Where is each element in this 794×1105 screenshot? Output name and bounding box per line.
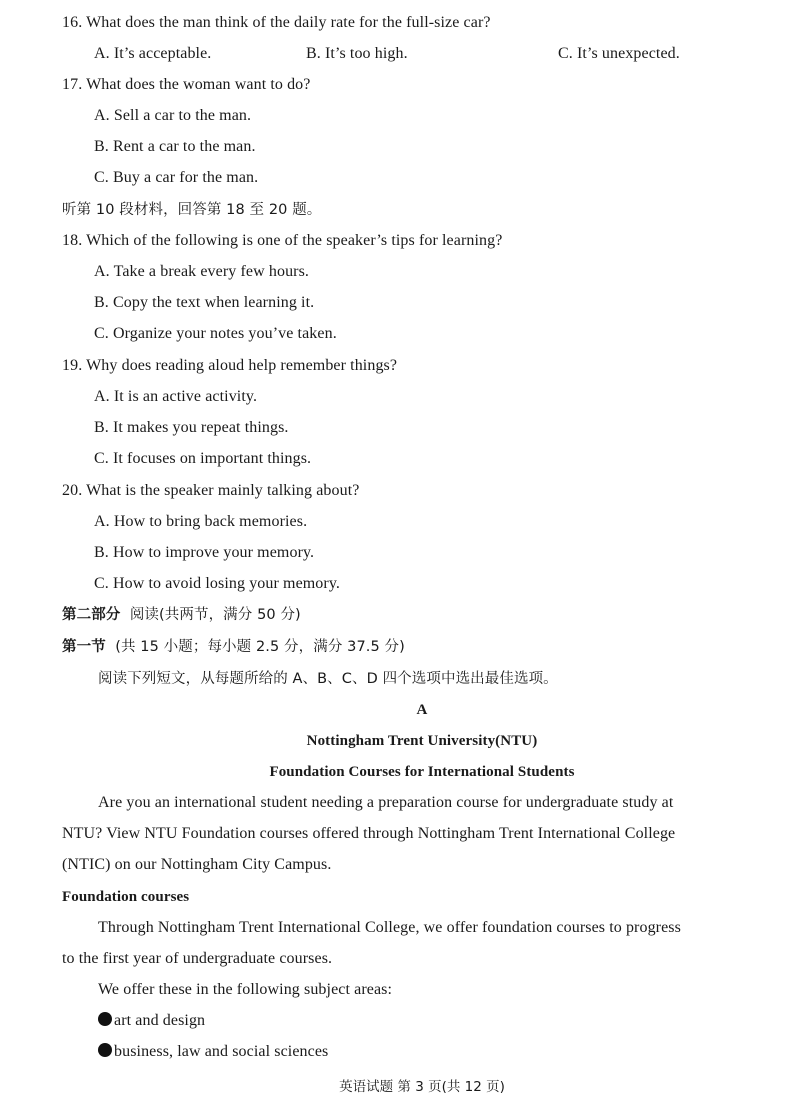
bullet-item-text: business, law and social sciences	[114, 1043, 329, 1060]
question-18-option-b: B. Copy the text when learning it.	[94, 294, 315, 311]
question-19-option-a: A. It is an active activity.	[94, 388, 258, 405]
question-17-option-b: B. Rent a car to the man.	[94, 138, 256, 155]
question-16-stem: 16. What does the man think of the daily rate for the full-size car?	[62, 14, 491, 31]
question-19-stem: 19. Why does reading aloud help remember things?	[62, 357, 398, 374]
section-one-heading	[62, 636, 405, 658]
section-one-heading-rest: (共 15 小题；每小题 2.5 分，满分 37.5 分)	[105, 639, 405, 655]
question-16-option-b: B. It’s too high.	[306, 45, 408, 62]
question-20-stem: 20. What is the speaker mainly talking about?	[62, 482, 360, 499]
passage-subtitle: Foundation Courses for International Students	[269, 764, 575, 780]
passage-paragraph-1-line-2: NTU? View NTU Foundation courses offered through Nottingham Trent International College	[62, 825, 676, 842]
part-two-heading-rest: 阅读(共两节，满分 50 分)	[120, 607, 301, 623]
question-18-option-a: A. Take a break every few hours.	[94, 263, 310, 280]
bullet-item	[98, 1041, 328, 1063]
passage-label: A	[416, 702, 428, 718]
passage-paragraph-2-line-2: to the first year of undergraduate courses.	[62, 950, 333, 967]
question-18-stem: 18. Which of the following is one of the speaker’s tips for learning?	[62, 232, 503, 249]
question-17-option-c: C. Buy a car for the man.	[94, 169, 259, 186]
bullet-dot-icon	[98, 1012, 112, 1026]
question-17-stem: 17. What does the woman want to do?	[62, 76, 311, 93]
section-one-heading-bold: 第一节	[62, 639, 106, 655]
question-20-option-a: A. How to bring back memories.	[94, 513, 308, 530]
listening-instruction: 听第 10 段材料，回答第 18 至 20 题。	[62, 202, 322, 218]
passage-title: Nottingham Trent University(NTU)	[306, 733, 538, 749]
question-16-option-a: A. It’s acceptable.	[94, 45, 212, 62]
passage-paragraph-1-line-1: Are you an international student needing a preparation course for undergraduate study at	[98, 794, 674, 811]
bullet-dot-icon	[98, 1043, 112, 1057]
question-19-option-c: C. It focuses on important things.	[94, 450, 312, 467]
bullet-item	[98, 1010, 205, 1032]
reading-instruction: 阅读下列短文，从每题所给的 A、B、C、D 四个选项中选出最佳选项。	[98, 671, 558, 687]
passage-paragraph-3: We offer these in the following subject areas:	[98, 981, 393, 998]
question-19-option-b: B. It makes you repeat things.	[94, 419, 289, 436]
question-18-option-c: C. Organize your notes you’ve taken.	[94, 325, 337, 342]
passage-paragraph-1-line-3: (NTIC) on our Nottingham City Campus.	[62, 856, 332, 873]
question-16-option-c: C. It’s unexpected.	[558, 45, 680, 62]
part-two-heading-bold: 第二部分	[62, 607, 121, 623]
question-17-option-a: A. Sell a car to the man.	[94, 107, 252, 124]
bullet-item-text: art and design	[114, 1012, 206, 1029]
question-20-option-b: B. How to improve your memory.	[94, 544, 315, 561]
question-20-option-c: C. How to avoid losing your memory.	[94, 575, 340, 592]
page-footer: 英语试题 第 3 页(共 12 页)	[339, 1079, 505, 1095]
part-two-heading	[62, 604, 301, 626]
passage-paragraph-2-line-1: Through Nottingham Trent International College, we offer foundation courses to progress	[98, 919, 681, 936]
section-heading-foundation-courses: Foundation courses	[62, 889, 190, 905]
